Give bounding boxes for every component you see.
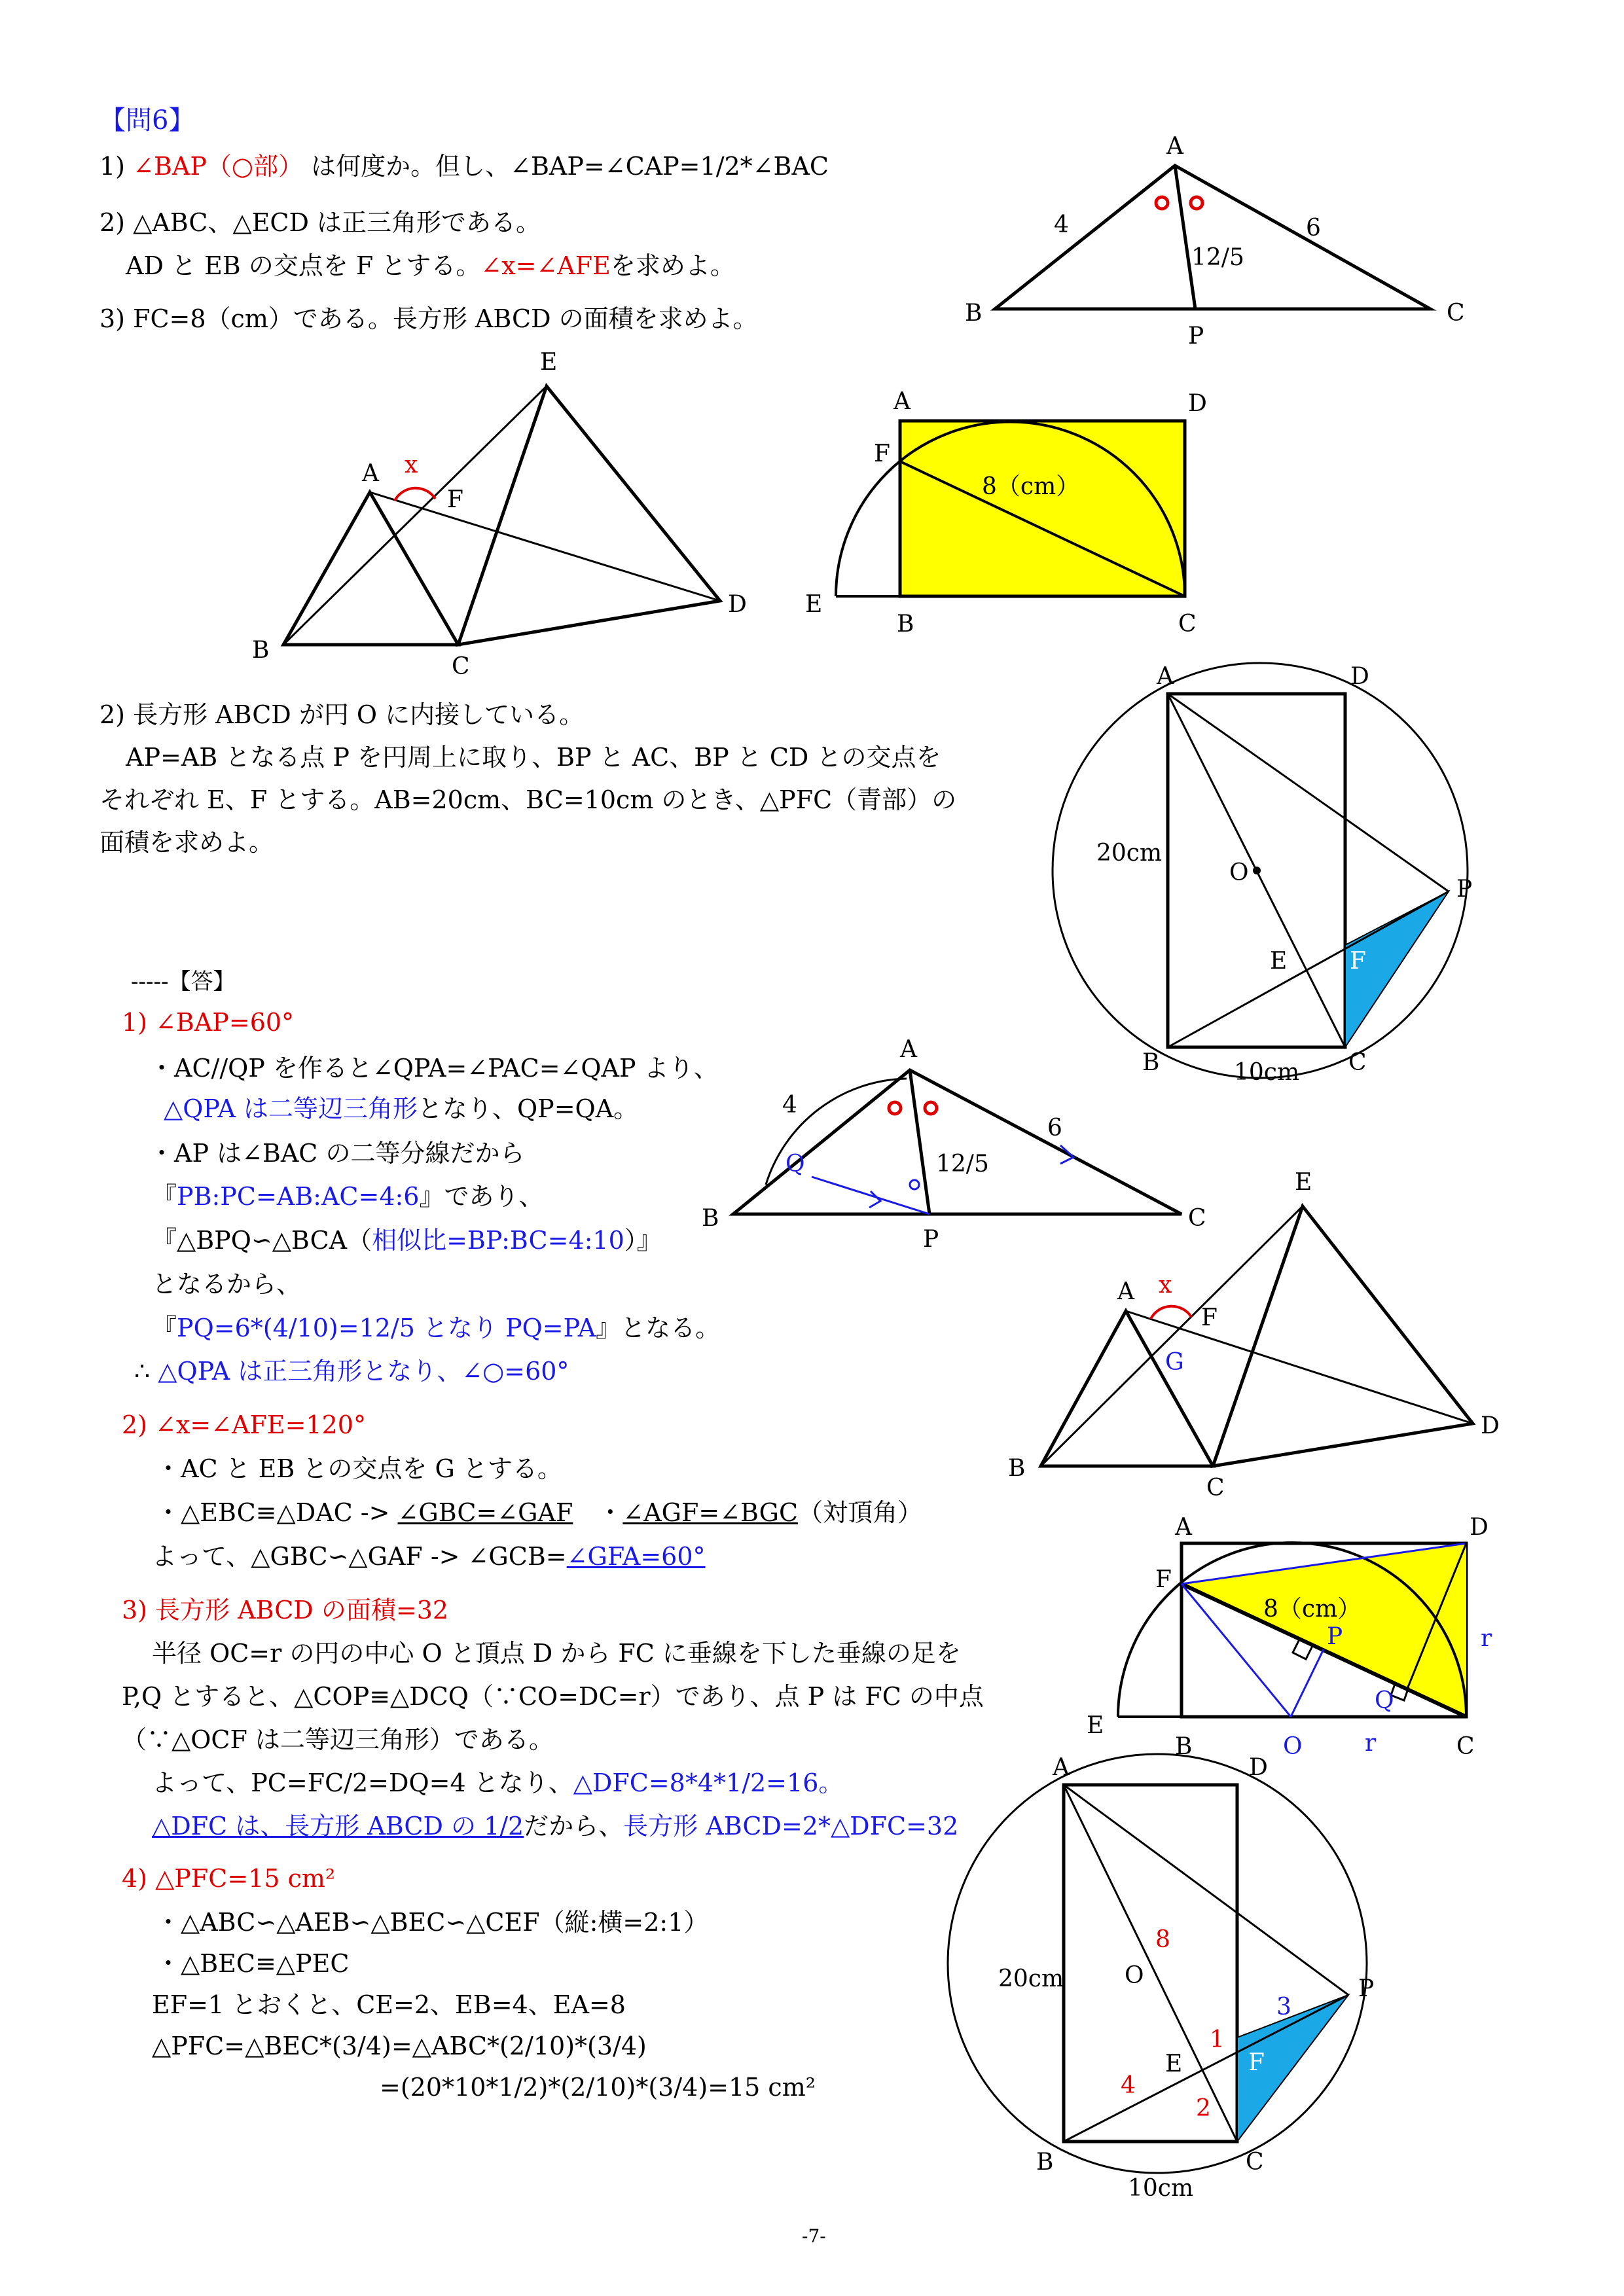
label-C: C xyxy=(1447,300,1465,327)
label-D: D xyxy=(728,591,747,618)
question-4-line3: それぞれ E、F とする。AB=20cm、BC=10cm のとき、△PFC（青部）の xyxy=(99,785,957,814)
segment-eb xyxy=(1041,1206,1303,1466)
answer-4-line3: EF=1 とおくと、CE=2、EB=4、EA=8 xyxy=(152,1990,626,2019)
label-B: B xyxy=(1036,2149,1054,2176)
label-x: x xyxy=(1159,1272,1172,1299)
label-A: A xyxy=(893,388,911,415)
label-ab-length: 20cm xyxy=(1096,840,1163,867)
label-A: A xyxy=(1053,1754,1070,1781)
label-C: C xyxy=(452,653,470,680)
angle-mark-1 xyxy=(1156,197,1168,209)
answer-3-line1: 半径 OC=r の円の中心 O と頂点 D から FC に垂線を下した垂線の足を xyxy=(152,1639,961,1668)
label-r-side: r xyxy=(1481,1625,1492,1652)
label-B: B xyxy=(1175,1733,1193,1760)
figure-answer-equilateral xyxy=(1041,1206,1473,1466)
figure-circle-rectangle xyxy=(1053,663,1468,1078)
label-fc-length: 8（cm） xyxy=(1263,1596,1362,1623)
label-F: F xyxy=(1155,1566,1172,1593)
label-C: C xyxy=(1348,1049,1367,1076)
label-bc-length: 10cm xyxy=(1234,1059,1300,1086)
parallel-arrow-1 xyxy=(869,1191,880,1208)
answer-4-line5: =(20*10*1/2)*(2/10)*(3/4)=15 cm² xyxy=(380,2073,816,2102)
answer-1-line4: 『PB:PC=AB:AC=4:6』であり、 xyxy=(152,1182,544,1211)
figure-answer-circle xyxy=(948,1754,1367,2173)
label-P: P xyxy=(1358,1975,1375,2002)
label-C: C xyxy=(1178,611,1197,637)
label-A: A xyxy=(362,460,379,487)
label-F: F xyxy=(1201,1304,1218,1331)
question-3: 3) FC=8（cm）である。長方形 ABCD の面積を求めよ。 xyxy=(99,304,758,333)
question-4-line4: 面積を求めよ。 xyxy=(99,828,274,857)
angle-mark-1 xyxy=(889,1102,901,1114)
label-D: D xyxy=(1470,1514,1489,1541)
answer-4-line1: ・△ABC∽△AEB∽△BEC∽△CEF（縦:横=2:1） xyxy=(156,1908,709,1937)
triangle-abc xyxy=(1041,1311,1213,1466)
label-B: B xyxy=(252,637,270,664)
label-E: E xyxy=(805,591,823,618)
triangle-abc xyxy=(283,492,458,645)
label-E: E xyxy=(540,349,558,376)
answer-3-line4: よって、PC=FC/2=DQ=4 となり、△DFC=8*4*1/2=16。 xyxy=(152,1768,844,1797)
center-o xyxy=(1253,867,1261,874)
label-A: A xyxy=(1117,1278,1134,1305)
angle-x-arc xyxy=(395,488,435,501)
label-E: E xyxy=(1087,1712,1104,1739)
angle-mark-3 xyxy=(910,1180,919,1189)
label-B: B xyxy=(702,1205,719,1232)
segment-qp xyxy=(812,1177,929,1214)
figure-equilateral-triangles xyxy=(283,386,720,645)
label-F: F xyxy=(1350,948,1366,975)
label-A: A xyxy=(1166,133,1183,160)
label-D: D xyxy=(1249,1754,1268,1781)
label-D: D xyxy=(1188,390,1207,417)
answer-2-line3: よって、△GBC∽△GAF -> ∠GCB=∠GFA=60° xyxy=(152,1542,706,1571)
bisector-ap xyxy=(1175,166,1195,309)
perp-op xyxy=(1291,1649,1324,1717)
label-ab-length: 4 xyxy=(1054,211,1069,238)
bisector-ap xyxy=(910,1070,929,1214)
triangle-ecd xyxy=(1213,1206,1473,1466)
label-x: x xyxy=(405,452,418,478)
label-fc-length: 8（cm） xyxy=(982,473,1080,500)
label-B: B xyxy=(1142,1049,1160,1076)
question-4-line2: AP=AB となる点 P を円周上に取り、BP と AC、BP と CD との交点を xyxy=(126,743,941,772)
segment-eb xyxy=(283,386,547,645)
answer-header: -----【答】 xyxy=(131,969,236,995)
answer-3-line3: （∵△OCF は二等辺三角形）である。 xyxy=(122,1725,554,1754)
question-1: 1) ∠BAP（○部） は何度か。但し、∠BAP=∠CAP=1/2*∠BAC xyxy=(99,152,829,181)
page-number: -7- xyxy=(802,2225,826,2247)
label-F: F xyxy=(874,440,890,467)
label-F: F xyxy=(447,486,463,513)
label-D: D xyxy=(1481,1412,1500,1439)
label-A: A xyxy=(1157,663,1174,690)
label-P: P xyxy=(1188,323,1204,350)
label-O: O xyxy=(1125,1962,1144,1989)
label-P: P xyxy=(1456,876,1473,903)
label-A: A xyxy=(1175,1514,1192,1541)
label-E: E xyxy=(1270,948,1288,975)
angle-mark-2 xyxy=(925,1102,937,1114)
label-ap-length: 12/5 xyxy=(1191,244,1244,271)
answer-2-line1: ・AC と EB との交点を G とする。 xyxy=(156,1454,562,1483)
problem-title: 【問6】 xyxy=(99,105,195,135)
label-C: C xyxy=(1246,2149,1264,2176)
answer-2-title: 2) ∠x=∠AFE=120° xyxy=(122,1410,366,1439)
label-B: B xyxy=(897,611,914,637)
answer-3-title: 3) 長方形 ABCD の面積=32 xyxy=(122,1596,449,1624)
label-P: P xyxy=(923,1226,939,1253)
question-2-line1: 2) △ABC、△ECD は正三角形である。 xyxy=(99,208,541,237)
label-ac-length: 6 xyxy=(1306,215,1321,242)
angle-x-arc xyxy=(1151,1306,1191,1319)
answer-4-line2: ・△BEC≡△PEC xyxy=(156,1949,350,1978)
answer-1-line6: となるから、 xyxy=(152,1270,302,1299)
label-A: A xyxy=(900,1036,917,1063)
label-O: O xyxy=(1229,859,1249,886)
label-ap-length: 12/5 xyxy=(936,1151,989,1177)
question-4-line1: 2) 長方形 ABCD が円 O に内接している。 xyxy=(99,700,585,729)
label-E: E xyxy=(1295,1169,1312,1196)
answer-1-line1: ・AC//QP を作ると∠QPA=∠PAC=∠QAP より、 xyxy=(149,1054,719,1083)
angle-mark-2 xyxy=(1191,197,1202,209)
label-ab-length: 20cm xyxy=(998,1965,1064,1992)
answer-1-line2: △QPA は二等辺三角形となり、QP=QA。 xyxy=(164,1094,639,1123)
answer-1-line3: ・AP は∠BAC の二等分線だから xyxy=(149,1139,525,1168)
label-D: D xyxy=(1350,663,1369,690)
figure-answer-triangle xyxy=(733,1070,1182,1214)
label-ac-length: 6 xyxy=(1047,1115,1062,1141)
label-seg-8: 8 xyxy=(1155,1926,1170,1953)
answer-2-line2: ・△EBC≡△DAC -> ∠GBC=∠GAF ・∠AGF=∠BGC（対頂角） xyxy=(156,1498,923,1527)
label-C: C xyxy=(1206,1475,1225,1501)
answer-1-line5: 『△BPQ∽△BCA（相似比=BP:BC=4:10）』 xyxy=(152,1226,662,1255)
label-C: C xyxy=(1188,1205,1206,1232)
triangle-dfc-yellow xyxy=(1182,1543,1466,1717)
label-B: B xyxy=(1008,1455,1026,1482)
triangle-abc xyxy=(733,1070,1182,1214)
label-ab-length: 4 xyxy=(782,1092,797,1119)
segment-bp xyxy=(1168,891,1449,1047)
label-seg-3: 3 xyxy=(1276,1994,1291,2020)
diagonal-ac xyxy=(1064,1785,1237,2142)
label-seg-4: 4 xyxy=(1121,2072,1136,2099)
answer-3-line2: P,Q とすると、△COP≡△DCQ（∵CO=DC=r）であり、点 P は FC の中点 xyxy=(122,1682,984,1711)
label-Q: Q xyxy=(1375,1687,1394,1714)
answer-3-line5: △DFC は、長方形 ABCD の 1/2だから、長方形 ABCD=2*△DFC=32 xyxy=(152,1812,959,1840)
circle-o xyxy=(948,1754,1367,2173)
label-G: G xyxy=(1165,1349,1184,1376)
label-Q: Q xyxy=(785,1151,805,1177)
answer-1-line7: 『PQ=6*(4/10)=12/5 となり PQ=PA』となる。 xyxy=(152,1314,721,1342)
label-C: C xyxy=(1456,1733,1475,1760)
label-F: F xyxy=(1248,2049,1265,2076)
label-O: O xyxy=(1283,1733,1303,1760)
answer-1-title: 1) ∠BAP=60° xyxy=(122,1008,295,1037)
label-P: P xyxy=(1327,1623,1343,1650)
question-2-line2: AD と EB の交点を F とする。∠x=∠AFEを求めよ。 xyxy=(126,251,735,280)
rectangle-abcd xyxy=(900,421,1185,596)
answer-4-line4: △PFC=△BEC*(3/4)=△ABC*(2/10)*(3/4) xyxy=(152,2032,647,2060)
triangle-ecd xyxy=(458,386,720,645)
label-E: E xyxy=(1165,2051,1183,2077)
label-seg-2: 2 xyxy=(1196,2095,1211,2122)
label-seg-1: 1 xyxy=(1210,2026,1225,2053)
answer-1-line8: ∴ △QPA は正三角形となり、∠○=60° xyxy=(134,1357,569,1386)
label-r-bottom: r xyxy=(1365,1730,1377,1757)
answer-4-title: 4) △PFC=15 cm² xyxy=(122,1864,336,1893)
label-bc-length: 10cm xyxy=(1128,2175,1194,2202)
label-B: B xyxy=(965,300,983,327)
